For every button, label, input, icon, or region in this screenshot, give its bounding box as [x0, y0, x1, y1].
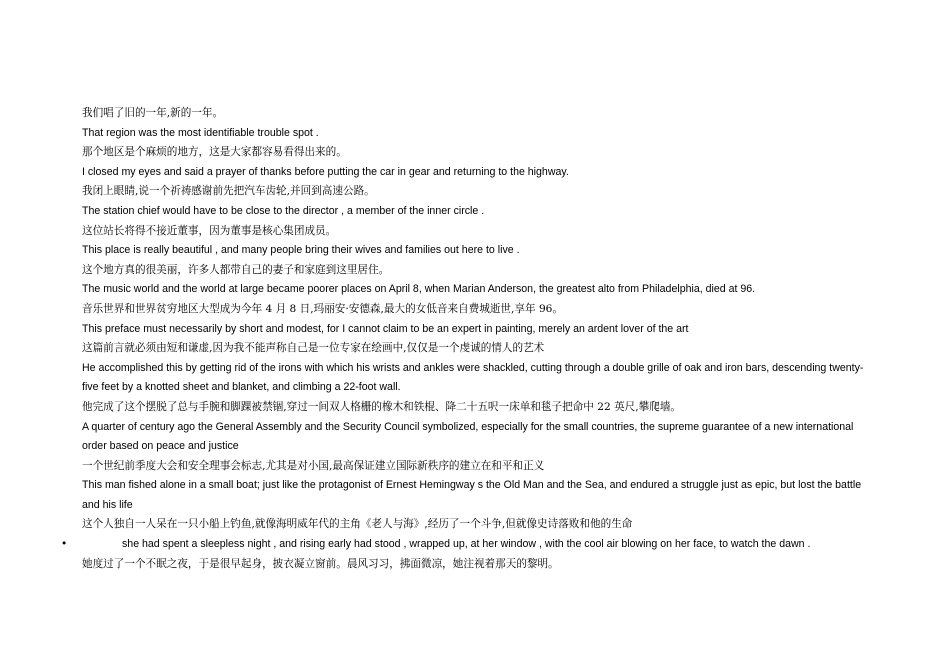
text-line-11: 音乐世界和世界贫穷地区大型成为今年 4 月 8 日,玛丽安·安德森,最大的女低音来自费城逝世,享年 96。: [82, 302, 564, 315]
bullet-text: she had spent a sleepless night , and rising early had stood , wrapped up, at her window , with the cool air blowing on her face, to watch the dawn .: [122, 538, 811, 551]
bullet-icon: •: [61, 538, 68, 551]
text-line-7: 这位站长将得不接近董事，因为董事是核心集团成员。: [82, 224, 337, 237]
text-line-5: 我闭上眼睛,说一个祈祷感谢前先把汽车齿轮,并回到高速公路。: [82, 185, 375, 198]
text-line-8: This place is really beautiful , and many people bring their wives and families out here to live .: [82, 244, 520, 257]
text-line-final: 她度过了一个不眠之夜，于是很早起身，披衣凝立窗前。晨风习习，拂面微凉，她注视着那天的黎明。: [82, 557, 559, 570]
text-line-19: 这个人独自一人呆在一只小船上钓鱼,就像海明威年代的主角《老人与海》,经历了一个斗争,但就像史诗落败和他的生命: [82, 518, 633, 531]
text-line-10: The music world and the world at large became poorer places on April 8, when Marian Anderson, the greatest alto from Philadelphia, died at 96.: [82, 283, 756, 296]
text-line-16: A quarter of century ago the General Assembly and the Security Council symbolized, especially for the small countries, the supreme guarantee of a new international order based on peace and justice: [82, 420, 854, 453]
text-line-15: 他完成了这个摆脱了总与手腕和脚踝被禁锢,穿过一间双人格栅的橡木和铁棍、降二十五呎一床单和毯子把命中 22 英尺,攀爬墙。: [82, 400, 682, 413]
text-line-14: He accomplished this by getting rid of the irons with which his wrists and ankles were shackled, cutting through a double grille of oak and iron bars, descending twenty-five feet by a knotted sheet and blanket, and climbing a 22-foot wall.: [82, 361, 864, 394]
text-line-2: That region was the most identifiable trouble spot .: [82, 126, 319, 139]
text-line-1: 我们唱了旧的一年,新的一年。: [82, 107, 224, 119]
text-line-6: The station chief would have to be close to the director , a member of the inner circle .: [82, 204, 485, 217]
text-line-3: 那个地区是个麻烦的地方，这是大家都容易看得出来的。: [82, 146, 347, 159]
bullet-item: [61, 535, 872, 555]
text-line-17: 一个世纪前季度大会和安全理事会标志,尤其是对小国,最高保证建立国际新秩序的建立在和平和正义: [82, 459, 545, 472]
text-line-12: This preface must necessarily by short and modest, for I cannot claim to be an expert in painting, merely an ardent lover of the art: [82, 322, 689, 335]
text-line-13: 这篇前言就必须由短和谦虚,因为我不能声称自己是一位专家在绘画中,仅仅是一个虔诚的情人的艺术: [82, 342, 545, 355]
text-line-9: 这个地方真的很美丽，许多人都带自己的妻子和家庭到这里居住。: [82, 263, 390, 276]
text-line-18: This man fished alone in a small boat; just like the protagonist of Ernest Hemingway s the Old Man and the Sea, and endured a struggle just as epic, but lost the battle and his life: [82, 479, 862, 511]
text-line-4: I closed my eyes and said a prayer of thanks before putting the car in gear and returning to the highway.: [82, 165, 569, 178]
document-body: [61, 104, 872, 574]
